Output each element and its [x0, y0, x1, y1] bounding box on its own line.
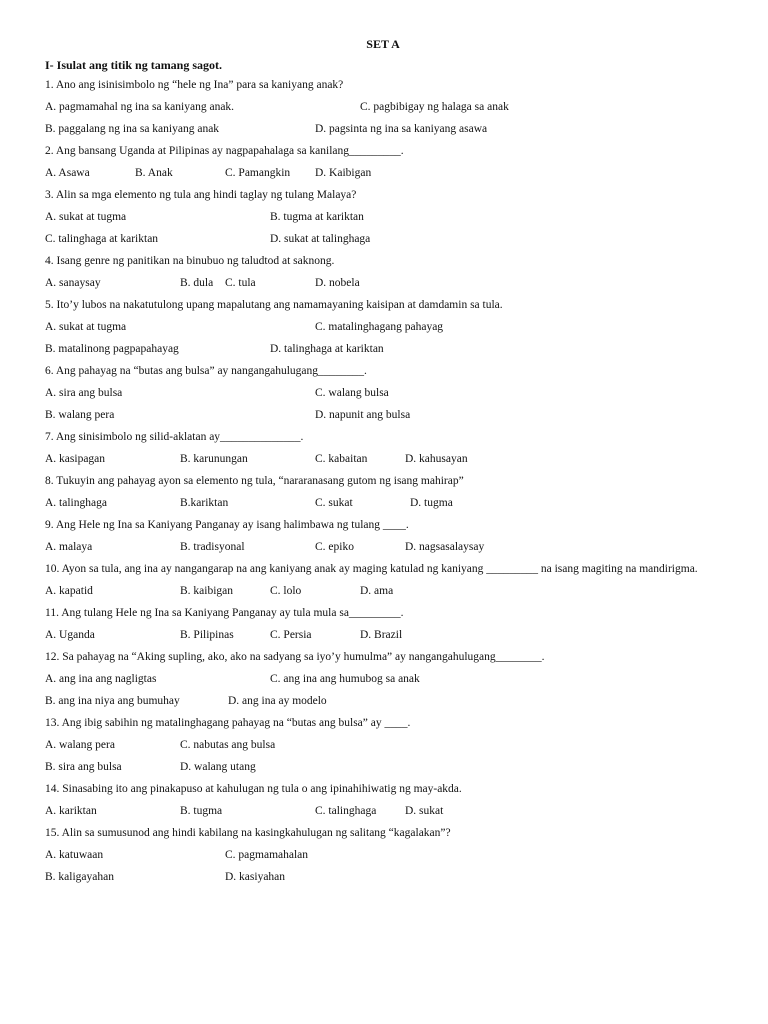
- question-7: 7. Ang sinisimbolo ng silid-aklatan ay______________.: [45, 431, 304, 443]
- option-d: D. napunit ang bulsa: [315, 409, 411, 421]
- instruction: I- Isulat ang titik ng tamang sagot.: [45, 58, 223, 72]
- option-b: B. tradisyonal: [180, 541, 245, 553]
- option-b: B. matalinong pagpapahayag: [45, 343, 179, 355]
- option-b: B. paggalang ng ina sa kaniyang anak: [45, 123, 220, 135]
- option-c: C. lolo: [270, 585, 302, 597]
- options-row: [45, 738, 721, 752]
- option-c: C. pagmamahalan: [225, 849, 309, 861]
- options-row: [45, 232, 721, 246]
- options-row: [45, 496, 721, 510]
- options-row: [45, 166, 721, 180]
- question-14: 14. Sinasabing ito ang pinakapuso at kahulugan ng tula o ang ipinahihiwatig ng may-akda.: [45, 783, 462, 795]
- question-5: 5. Ito’y lubos na nakatutulong upang mapalutang ang namamayaning kaisipan at damdamin sa tula.: [45, 299, 503, 311]
- option-a: A. Asawa: [45, 167, 90, 179]
- option-a: A. walang pera: [45, 739, 115, 751]
- option-b: B. kaligayahan: [45, 871, 114, 883]
- option-d: D. sukat at talinghaga: [270, 233, 371, 245]
- question-13: 13. Ang ibig sabihin ng matalinghagang pahayag na “butas ang bulsa” ay ____.: [45, 717, 411, 729]
- options-row: [45, 848, 721, 862]
- option-b: B. walang pera: [45, 409, 115, 421]
- options-row: [45, 540, 721, 554]
- option-d: D. pagsinta ng ina sa kaniyang asawa: [315, 123, 488, 135]
- option-a: A. ang ina ang nagligtas: [45, 673, 157, 685]
- option-a: A. kapatid: [45, 585, 93, 597]
- option-b: B. Pilipinas: [180, 629, 234, 641]
- option-b: B. sira ang bulsa: [45, 761, 122, 773]
- options-row: [45, 210, 721, 224]
- option-c: C. tula: [225, 277, 256, 289]
- question-8: 8. Tukuyin ang pahayag ayon sa elemento ng tula, “nararanasang gutom ng isang mahirap”: [45, 475, 464, 487]
- option-b: B. ang ina niya ang bumuhay: [45, 695, 180, 707]
- option-d: D. talinghaga at kariktan: [270, 343, 384, 355]
- option-c: C. sukat: [315, 497, 353, 509]
- question-4: 4. Isang genre ng panitikan na binubuo ng taludtod at saknong.: [45, 255, 335, 267]
- options-row: [45, 672, 721, 686]
- option-b: B. Anak: [135, 167, 173, 179]
- option-c: C. ang ina ang humubog sa anak: [270, 673, 420, 685]
- question-2: 2. Ang bansang Uganda at Pilipinas ay nagpapahalaga sa kanilang_________.: [45, 145, 404, 157]
- option-d: D. kahusayan: [405, 453, 468, 465]
- option-d: D. ang ina ay modelo: [228, 695, 327, 707]
- options-row: [45, 694, 721, 708]
- options-row: [45, 408, 721, 422]
- option-c: C. Persia: [270, 629, 312, 641]
- question-15: 15. Alin sa sumusunod ang hindi kabilang na kasingkahulugan ng salitang “kagalakan”?: [45, 827, 451, 839]
- options-row: [45, 452, 721, 466]
- options-row: [45, 320, 721, 334]
- option-a: A. pagmamahal ng ina sa kaniyang anak.: [45, 101, 235, 113]
- option-d: D. tugma: [410, 497, 453, 509]
- option-c: C. talinghaga: [315, 805, 377, 817]
- option-b: B. kaibigan: [180, 585, 234, 597]
- option-d: D. walang utang: [180, 761, 256, 773]
- option-c: C. epiko: [315, 541, 354, 553]
- option-d: D. nobela: [315, 277, 360, 289]
- option-b: B. tugma: [180, 805, 223, 817]
- question-9: 9. Ang Hele ng Ina sa Kaniyang Panganay ay isang halimbawa ng tulang ____.: [45, 519, 409, 531]
- question-3: 3. Alin sa mga elemento ng tula ang hindi taglay ng tulang Malaya?: [45, 189, 357, 201]
- option-b: B. tugma at kariktan: [270, 211, 364, 223]
- option-d: D. sukat: [405, 805, 444, 817]
- option-a: A. katuwaan: [45, 849, 104, 861]
- options-row: [45, 628, 721, 642]
- option-d: D. ama: [360, 585, 394, 597]
- question-12: 12. Sa pahayag na “Aking supling, ako, ako na sadyang sa iyo’y humulma” ay nangangahulugang________.: [45, 651, 545, 663]
- option-a: A. sukat at tugma: [45, 211, 127, 223]
- option-c: C. pagbibigay ng halaga sa anak: [360, 101, 509, 113]
- option-a: A. kasipagan: [45, 453, 106, 465]
- option-a: A. kariktan: [45, 805, 97, 817]
- option-c: C. kabaitan: [315, 453, 368, 465]
- options-row: [45, 584, 721, 598]
- options-row: [45, 804, 721, 818]
- question-6: 6. Ang pahayag na “butas ang bulsa” ay nangangahulugang________.: [45, 365, 367, 377]
- option-d: D. nagsasalaysay: [405, 541, 485, 553]
- option-d: D. Kaibigan: [315, 167, 372, 179]
- options-row: [45, 100, 721, 114]
- page-title: SET A: [366, 37, 400, 51]
- option-d: D. Brazil: [360, 629, 403, 641]
- option-a: A. sira ang bulsa: [45, 387, 123, 399]
- option-a: A. Uganda: [45, 629, 95, 641]
- option-c: C. nabutas ang bulsa: [180, 739, 276, 751]
- options-row: [45, 870, 721, 884]
- option-c: C. walang bulsa: [315, 387, 389, 399]
- option-c: C. Pamangkin: [225, 167, 291, 179]
- option-b: B. karunungan: [180, 453, 248, 465]
- options-row: [45, 760, 721, 774]
- option-a: A. sanaysay: [45, 277, 101, 289]
- question-10: 10. Ayon sa tula, ang ina ay nangangarap na ang kaniyang anak ay maging katulad ng kaniyang _________ na isang magiting na mandirigma.: [45, 563, 698, 575]
- options-row: [45, 386, 721, 400]
- options-row: [45, 276, 721, 290]
- option-c: C. matalinghagang pahayag: [315, 321, 444, 333]
- question-1: 1. Ano ang isinisimbolo ng “hele ng Ina” para sa kaniyang anak?: [45, 79, 344, 91]
- options-row: [45, 342, 721, 356]
- option-b: B. dula: [180, 277, 214, 289]
- option-d: D. kasiyahan: [225, 871, 286, 883]
- question-11: 11. Ang tulang Hele ng Ina sa Kaniyang Panganay ay tula mula sa_________.: [45, 607, 404, 619]
- options-row: [45, 122, 721, 136]
- option-b: B.kariktan: [180, 497, 229, 509]
- option-c: C. talinghaga at kariktan: [45, 233, 159, 245]
- option-a: A. sukat at tugma: [45, 321, 127, 333]
- option-a: A. malaya: [45, 541, 93, 553]
- option-a: A. talinghaga: [45, 497, 107, 509]
